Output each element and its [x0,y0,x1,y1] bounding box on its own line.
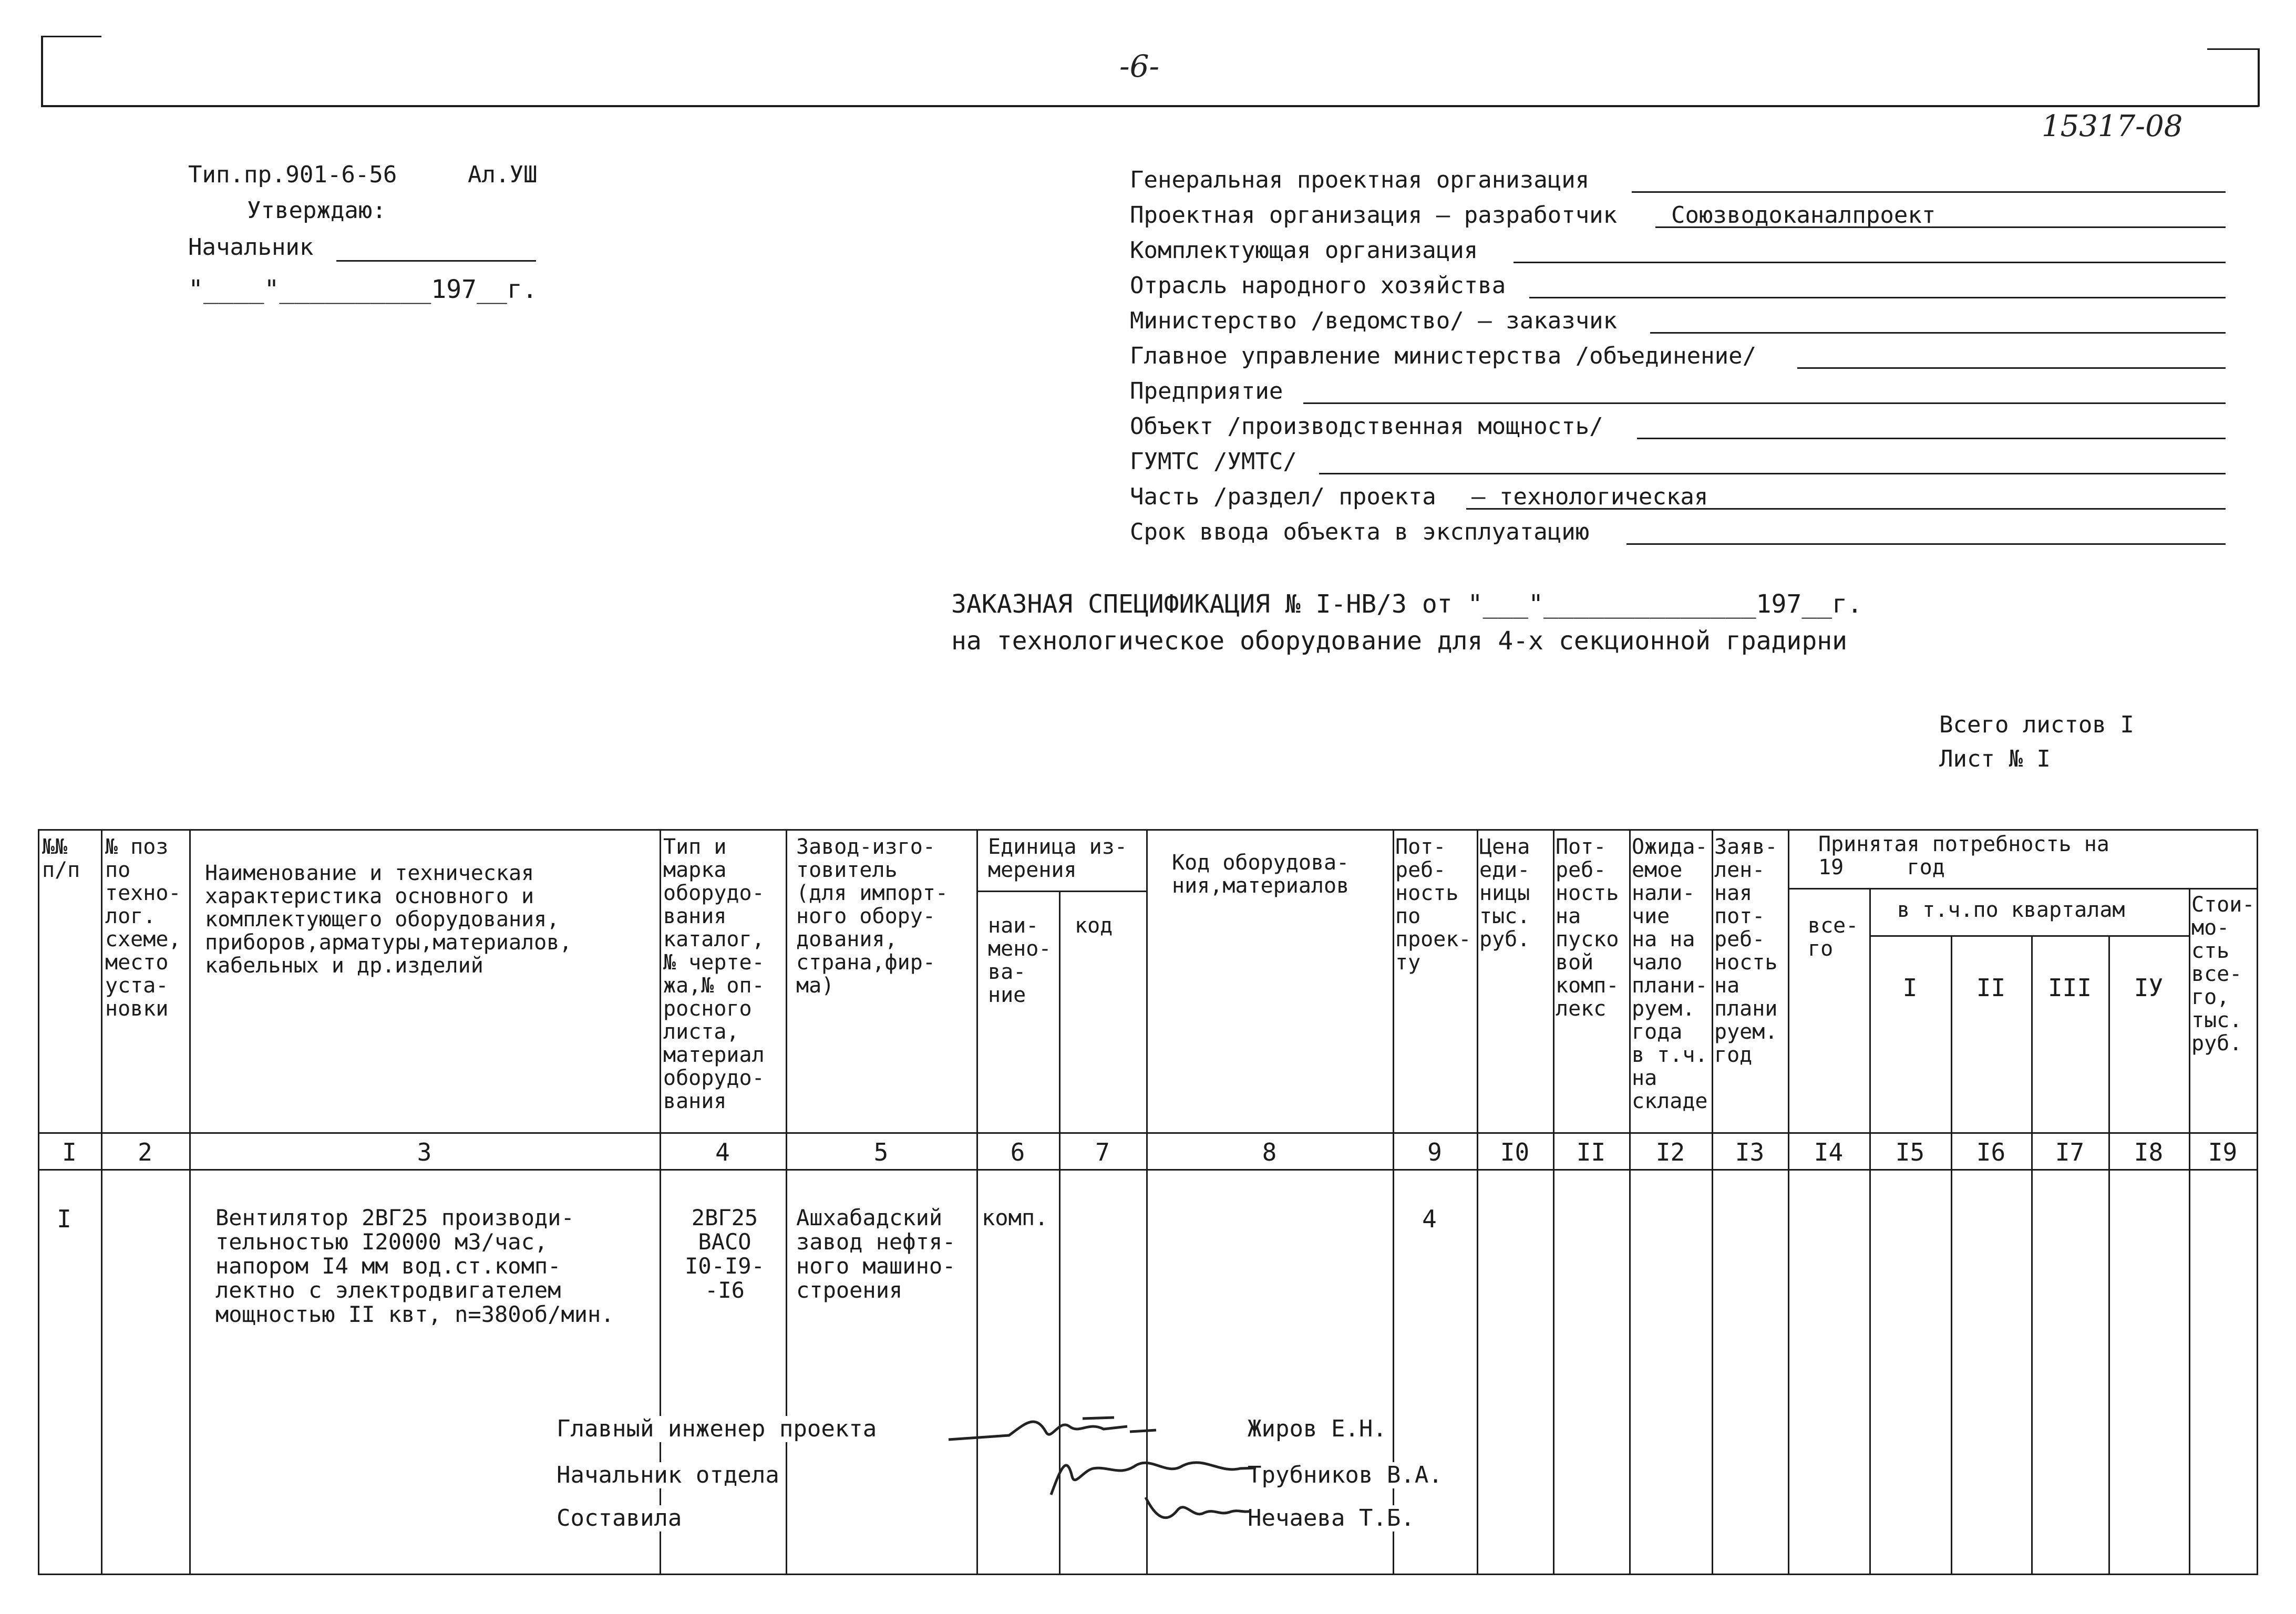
header-row-number: №№ п/п [42,835,80,882]
header-project-need: Пот- реб- ность по проек- ту [1395,835,1471,974]
field-label-developer-org: Проектная организация – разработчик [1130,202,1618,229]
chief-label: Начальник [188,234,314,261]
header-startup-need: Пот- реб- ность на пуско вой комп- лекс [1556,835,1619,1020]
header-name: Наименование и техническая характеристика основного и комплектующего оборудования, приборов,арматуры,материалов, кабельных и др.изделий [205,862,572,977]
header-accepted-group: Принятая потребность на 19 год [1818,833,2109,879]
header-position: № поз по техно- лог. схеме, место уста- новки [105,835,181,1020]
col-rule-16 [2031,935,2033,1575]
col-rule-15 [1951,935,1952,1575]
column-number-4: 4 [715,1138,730,1166]
field-label-gumts: ГУМТС /УМТС/ [1130,448,1297,475]
column-number-6: 6 [1010,1138,1025,1166]
field-value-developer-org: Союзводоканалпроект [1671,202,1936,229]
column-number-18: I8 [2134,1138,2164,1166]
header-expected-stock: Ожида- емое нали- чие на на чало плани- руем. года в т.ч. на складе [1632,835,1708,1113]
column-number-7: 7 [1095,1138,1110,1166]
header-quarter-4: IУ [2134,974,2164,1002]
col-rule-4 [786,829,787,1575]
header-unit-group: Единица из- мерения [988,835,1127,882]
header-unit-price: Цена еди- ницы тыс. руб. [1479,835,1530,951]
row-1-manufacturer: Ашхабадский завод нефтя- ного машино- строения [796,1206,956,1302]
row-1-unit: комп. [982,1206,1048,1230]
col-rule-0 [38,829,39,1575]
col-rule-17 [2108,935,2110,1575]
col-rule-18 [2189,888,2190,1575]
col-rule-7 [1146,829,1148,1575]
total-sheets: Всего листов I [1939,711,2134,738]
header-total: все- го [1808,914,1859,960]
project-reference: Тип.пр.901-6-56 [188,161,397,188]
column-number-11: II [1576,1138,1606,1166]
field-value-project-part: – технологическая [1471,483,1708,510]
signature-role-department-head: Начальник отдела [554,1462,781,1488]
quarters-group-rule [1869,935,2189,937]
row-1-type: 2ВГ25 ВАСО I0-I9- -I6 [685,1206,765,1302]
field-label-project-part: Часть /раздел/ проекта [1130,483,1436,510]
column-number-13: I3 [1735,1138,1765,1166]
header-unit-code: код [1075,914,1113,937]
approval-date-line: "____"__________197__г. [188,275,538,304]
signature-name-chief-engineer: Жиров Е.Н. [1245,1416,1389,1442]
col-rule-8 [1393,829,1394,1575]
header-bottom-rule [38,1132,2258,1134]
field-label-ministry: Министерство /ведомство/ – заказчик [1130,307,1618,334]
column-number-17: I7 [2055,1138,2085,1166]
column-number-8: 8 [1262,1138,1277,1166]
table-top-rule [38,829,2258,831]
header-equipment-code: Код оборудова- ния,материалов [1172,851,1350,897]
header-type: Тип и марка оборудо- вания каталог, № черте- жа,№ оп- росного листа, материал оборудо- вания [663,835,765,1113]
header-quarter-1: I [1902,974,1918,1002]
field-label-industry: Отрасль народного хозяйства [1130,272,1506,299]
field-label-supplier-org: Комплектующая организация [1130,237,1478,264]
album-number: Ал.УШ [468,161,538,188]
column-number-10: I0 [1500,1138,1530,1166]
header-declared-need: Заяв- лен- ная пот- реб- ность на плани руем. год [1714,835,1778,1067]
column-number-1: I [62,1138,77,1166]
column-number-5: 5 [873,1138,889,1166]
column-number-12: I2 [1655,1138,1685,1166]
header-unit-name: наи- мено- ва- ние [988,914,1052,1007]
field-label-general-org: Генеральная проектная организация [1130,167,1590,193]
spec-subtitle: на технологическое оборудование для 4-х секционной градирни [951,626,1848,656]
col-rule-5 [976,829,978,1575]
col-rule-9 [1477,829,1478,1575]
column-number-16: I6 [1976,1138,2006,1166]
header-manufacturer: Завод-изго- товитель (для импорт- ного обору- дования, страна,фир- ма) [796,835,948,997]
header-quarter-3: III [2047,974,2092,1002]
row-1-number: I [57,1205,71,1233]
signature-name-compiler: Нечаева Т.Б. [1245,1505,1417,1532]
column-number-3: 3 [417,1138,432,1166]
col-rule-11 [1629,829,1631,1575]
col-rule-12 [1712,829,1713,1575]
field-label-main-directorate: Главное управление министерства /объединение/ [1130,343,1757,369]
column-number-rule [38,1169,2258,1171]
sheet-number: Лист № I [1939,746,2051,772]
row-1-quantity: 4 [1422,1205,1437,1233]
field-label-object: Объект /производственная мощность/ [1130,413,1603,440]
row-1-name: Вентилятор 2ВГ25 производи- тельностью I20000 м3/час, напором I4 мм вод.ст.комп- лектно с электродвигателем мощностью II квт, n=380об/мин. [215,1206,614,1327]
field-label-commissioning: Срок ввода объекта в эксплуатацию [1130,519,1590,545]
field-label-enterprise: Предприятие [1130,378,1283,405]
signature-name-department-head: Трубников В.А. [1245,1462,1445,1488]
unit-group-rule [976,891,1146,892]
column-number-9: 9 [1427,1138,1442,1166]
accepted-group-rule [1788,888,2258,889]
col-rule-2 [189,829,191,1575]
header-quarter-2: II [1976,974,2006,1002]
col-rule-19 [2257,829,2258,1575]
table-bottom-rule [38,1574,2258,1575]
page-number: -6- [1119,48,1160,84]
col-rule-10 [1553,829,1554,1575]
col-rule-13 [1788,829,1789,1575]
approved-label: Утверждаю: [247,197,386,224]
col-rule-1 [101,829,102,1575]
signature-role-chief-engineer: Главный инженер проекта [554,1416,879,1442]
col-rule-3 [660,829,661,1575]
column-number-19: I9 [2208,1138,2238,1166]
column-number-15: I5 [1895,1138,1925,1166]
header-cost-total: Стои- мо- сть все- го, тыс. руб. [2191,893,2255,1055]
col-rule-6 [1059,891,1061,1575]
document-code: 15317-08 [2042,109,2183,143]
signature-role-compiler: Составила [554,1505,684,1532]
spec-title: ЗАКАЗНАЯ СПЕЦИФИКАЦИЯ № I-НВ/3 от "___"______________197__г. [951,589,1862,619]
header-quarters-group: в т.ч.по кварталам [1897,898,2125,922]
column-number-2: 2 [138,1138,152,1166]
column-number-14: I4 [1814,1138,1844,1166]
